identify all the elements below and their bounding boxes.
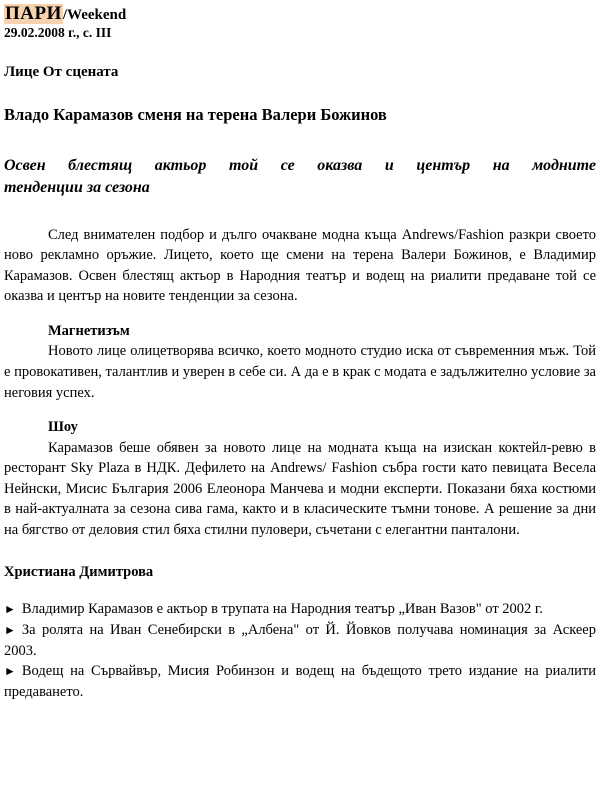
article-section-show (4, 417, 596, 540)
section-paragraph: Карамазов беше обявен за новото лице на модната къща на изискан коктейл-ревю в ресторант Sky Plaza в НДК. Дефилето на Andrews/ Fashion събра гости като певицата Весела Нейнски, Мисис България 2006 Елеонора Манчева и модни експерти. Показани бяха костюми в най-актуалната за сезона сива гама, както и в класическите тъмни тонове. А решение за дни на бягство от деловия стил бяха стилни пуловери, съчетани с елегантни панталони. (4, 439, 596, 539)
list-item-text: Водещ на Сървайвър, Мисия Робинзон и водещ на бъдещото трето издание на риалити предаването. (4, 663, 596, 700)
article-subheadline (4, 155, 596, 198)
article-facts-list (4, 599, 596, 702)
list-item-text: Владимир Карамазов е актьор в трупата на Народния театър „Иван Вазов" от 2002 г. (21, 601, 543, 618)
article-body (4, 225, 596, 703)
article-section-magnetism (4, 321, 596, 403)
article-subheadline-line-2: тенденции за сезона (4, 178, 150, 196)
list-item (4, 599, 596, 620)
article-subheadline-line-1: Освен блестящ актьор той се оказва и център на модните (4, 157, 596, 175)
list-item-text: За ролята на Иван Сенебирски в „Албена" от Й. Йовков получава номинация за Аскеер 2003. (4, 622, 596, 659)
page-title: Владо Карамазов сменя на терена Валери Божинов (4, 104, 387, 124)
article-lead-paragraph: След внимателен подбор и дълго очакване модна къща Andrews/Fashion разкри своето ново рекламно оръжие. Лицето, което ще смени на терена Валери Божинов, е Владимир Карамазов. Освен блестящ актьор в Народния театър и водещ на риалити предаване той се оказва и център на новите тенденции за сезона. (4, 226, 596, 305)
section-subhead: Магнетизъм (48, 322, 130, 339)
bullet-triangle-icon: ► (4, 602, 16, 617)
section-paragraph: Новото лице олицетворява всичко, което модното студио иска от съвременния мъж. Той е провокативен, талантлив и уверен в себе си. А да е в крак с модата е задължително условие за неговия успех. (4, 343, 596, 401)
dateline: 29.02.2008 г., с. III (4, 24, 112, 40)
publication-section: /Weekend (62, 7, 127, 23)
list-item (4, 661, 596, 702)
publication-brand: ПАРИ (5, 3, 62, 24)
bullet-triangle-icon: ► (4, 664, 16, 679)
list-item (4, 620, 596, 661)
article-byline: Христиана Димитрова (4, 563, 154, 580)
bullet-triangle-icon: ► (4, 623, 16, 638)
masthead (4, 4, 596, 24)
section-subhead: Шоу (48, 419, 78, 436)
article-kicker: Лице От сцената (4, 64, 119, 81)
